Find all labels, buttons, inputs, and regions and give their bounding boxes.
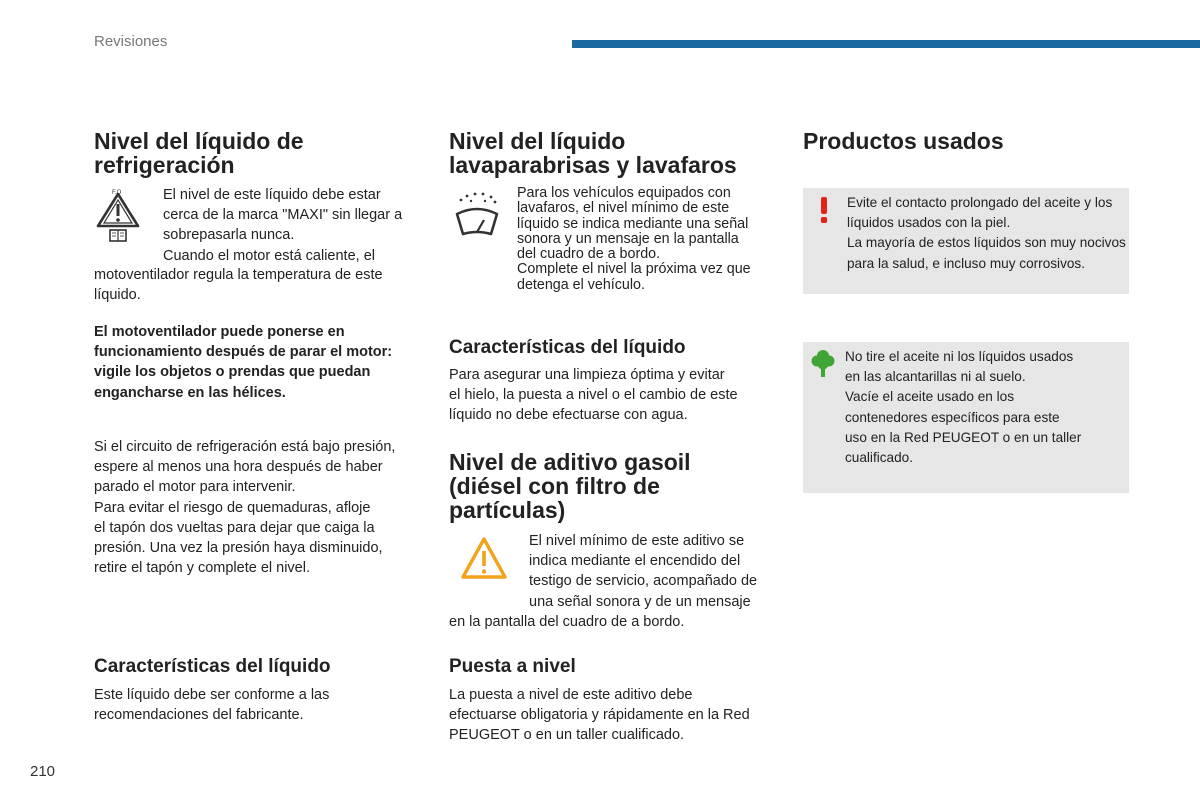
header-accent-bar <box>572 40 1200 48</box>
text-line: No tire el aceite ni los líquidos usados <box>845 349 1074 364</box>
washer-characteristics-title: Características del líquido <box>449 337 686 358</box>
coolant-title-line2: refrigeración <box>94 152 235 178</box>
text-line: sonora y un mensaje en la pantalla <box>517 230 739 247</box>
text-line: Este líquido debe ser conforme a las <box>94 687 330 703</box>
text-line: testigo de servicio, acompañado de <box>529 573 758 590</box>
additive-title <box>449 450 691 522</box>
text-line: Si el circuito de refrigeración está bajo presión, <box>94 439 396 455</box>
text-line: una señal sonora y de un mensaje <box>529 593 751 610</box>
text-line: uso en la Red PEUGEOT o en un taller <box>845 429 1082 445</box>
washer-title <box>449 129 737 177</box>
pressure-instructions <box>94 437 395 578</box>
washer-characteristics-text <box>449 365 738 426</box>
text-line: vigile los objetos o prendas que puedan <box>94 364 371 381</box>
text-line: funcionamiento después de parar el motor: <box>94 344 393 361</box>
text-line: La mayoría de estos líquidos son muy nocivos <box>847 235 1126 251</box>
text-line: sobrepasarla nunca. <box>163 227 295 244</box>
text-line: en las alcantarillas ni al suelo. <box>845 369 1026 385</box>
washer-title-line1: Nivel del líquido <box>449 128 626 154</box>
text-line: presión. Una vez la presión haya disminuido, <box>94 540 383 557</box>
text-line: recomendaciones del fabricante. <box>94 707 304 724</box>
text-line: cerca de la marca "MAXI" sin llegar a <box>163 207 403 224</box>
text-line: Vacíe el aceite usado en los <box>845 389 1015 405</box>
text-line: Complete el nivel la próxima vez que <box>517 261 751 278</box>
exclamation-icon <box>817 196 831 224</box>
text-line: líquidos usados con la piel. <box>847 215 1011 231</box>
disposal-info-text <box>845 347 1081 468</box>
skin-contact-warning-box <box>803 188 1129 294</box>
text-line: motoventilador regula la temperatura de este <box>94 267 383 283</box>
text-line: líquido no debe efectuarse con agua. <box>449 407 688 424</box>
coolant-title <box>94 129 304 177</box>
text-line: El nivel de este líquido debe estar <box>163 187 381 203</box>
warning-triangle-icon <box>460 535 508 581</box>
text-line: lavafaros, el nivel mínimo de este <box>517 200 730 217</box>
washer-intro <box>517 186 751 293</box>
used-products-title: Productos usados <box>803 128 1004 154</box>
text-line: para la salud, e incluso muy corrosivos. <box>847 255 1085 271</box>
text-line: retire el tapón y complete el nivel. <box>94 560 310 577</box>
text-line: del cuadro de a bordo. <box>517 246 661 263</box>
additive-title-line: Nivel de aditivo gasoil <box>449 449 691 475</box>
text-line: La puesta a nivel de este aditivo debe <box>449 687 693 703</box>
text-line: Cuando el motor está caliente, el <box>163 247 375 264</box>
coolant-characteristics-title: Características del líquido <box>94 656 331 677</box>
text-line: PEUGEOT o en un taller cualificado. <box>449 727 685 744</box>
text-line: contenedores específicos para este <box>845 409 1060 425</box>
header-section-label: Revisiones <box>94 33 168 50</box>
text-line: efectuarse obligatoria y rápidamente en la Red <box>449 707 750 724</box>
topup-text <box>449 685 750 746</box>
text-line: indica mediante el encendido del <box>529 553 741 570</box>
page-number: 210 <box>30 763 56 780</box>
text-line: el hielo, la puesta a nivel o el cambio de este <box>449 387 738 404</box>
fan-warning <box>94 322 392 403</box>
text-line: parado el motor para intervenir. <box>94 479 296 496</box>
text-line: líquido. <box>94 287 141 304</box>
disposal-info-box <box>803 342 1129 493</box>
svg-text:F.O: F.O <box>112 190 122 196</box>
text-line: Para asegurar una limpieza óptima y evitar <box>449 367 725 383</box>
text-line: cualificado. <box>845 450 914 466</box>
text-line: El nivel mínimo de este aditivo se <box>529 533 745 549</box>
coolant-intro <box>163 185 402 266</box>
tree-icon <box>811 348 835 378</box>
text-line: líquido se indica mediante una señal <box>517 215 749 232</box>
text-line: detenga el vehículo. <box>517 276 645 293</box>
additive-text <box>529 531 757 612</box>
additive-title-line: partículas) <box>449 497 566 523</box>
text-line: el tapón dos vueltas para dejar que caiga la <box>94 519 375 536</box>
coolant-intro-continued <box>94 265 383 305</box>
coolant-warning-icon <box>94 188 142 244</box>
text-line: Evite el contacto prolongado del aceite y los <box>847 195 1113 210</box>
text-line: engancharse en las hélices. <box>94 384 286 401</box>
coolant-characteristics-text <box>94 685 329 725</box>
text-line: Para los vehículos equipados con <box>517 185 731 201</box>
text-line: El motoventilador puede ponerse en <box>94 324 345 340</box>
additive-title-line: (diésel con filtro de <box>449 473 660 499</box>
text-line: Para evitar el riesgo de quemaduras, afloje <box>94 499 371 516</box>
washer-fluid-icon <box>451 190 503 240</box>
skin-contact-warning-text <box>847 193 1126 274</box>
additive-text-continued: en la pantalla del cuadro de a bordo. <box>449 614 685 630</box>
topup-title: Puesta a nivel <box>449 656 576 677</box>
coolant-title-line1: Nivel del líquido de <box>94 128 304 154</box>
text-line: espere al menos una hora después de haber <box>94 459 383 476</box>
washer-title-line2: lavaparabrisas y lavafaros <box>449 152 737 178</box>
